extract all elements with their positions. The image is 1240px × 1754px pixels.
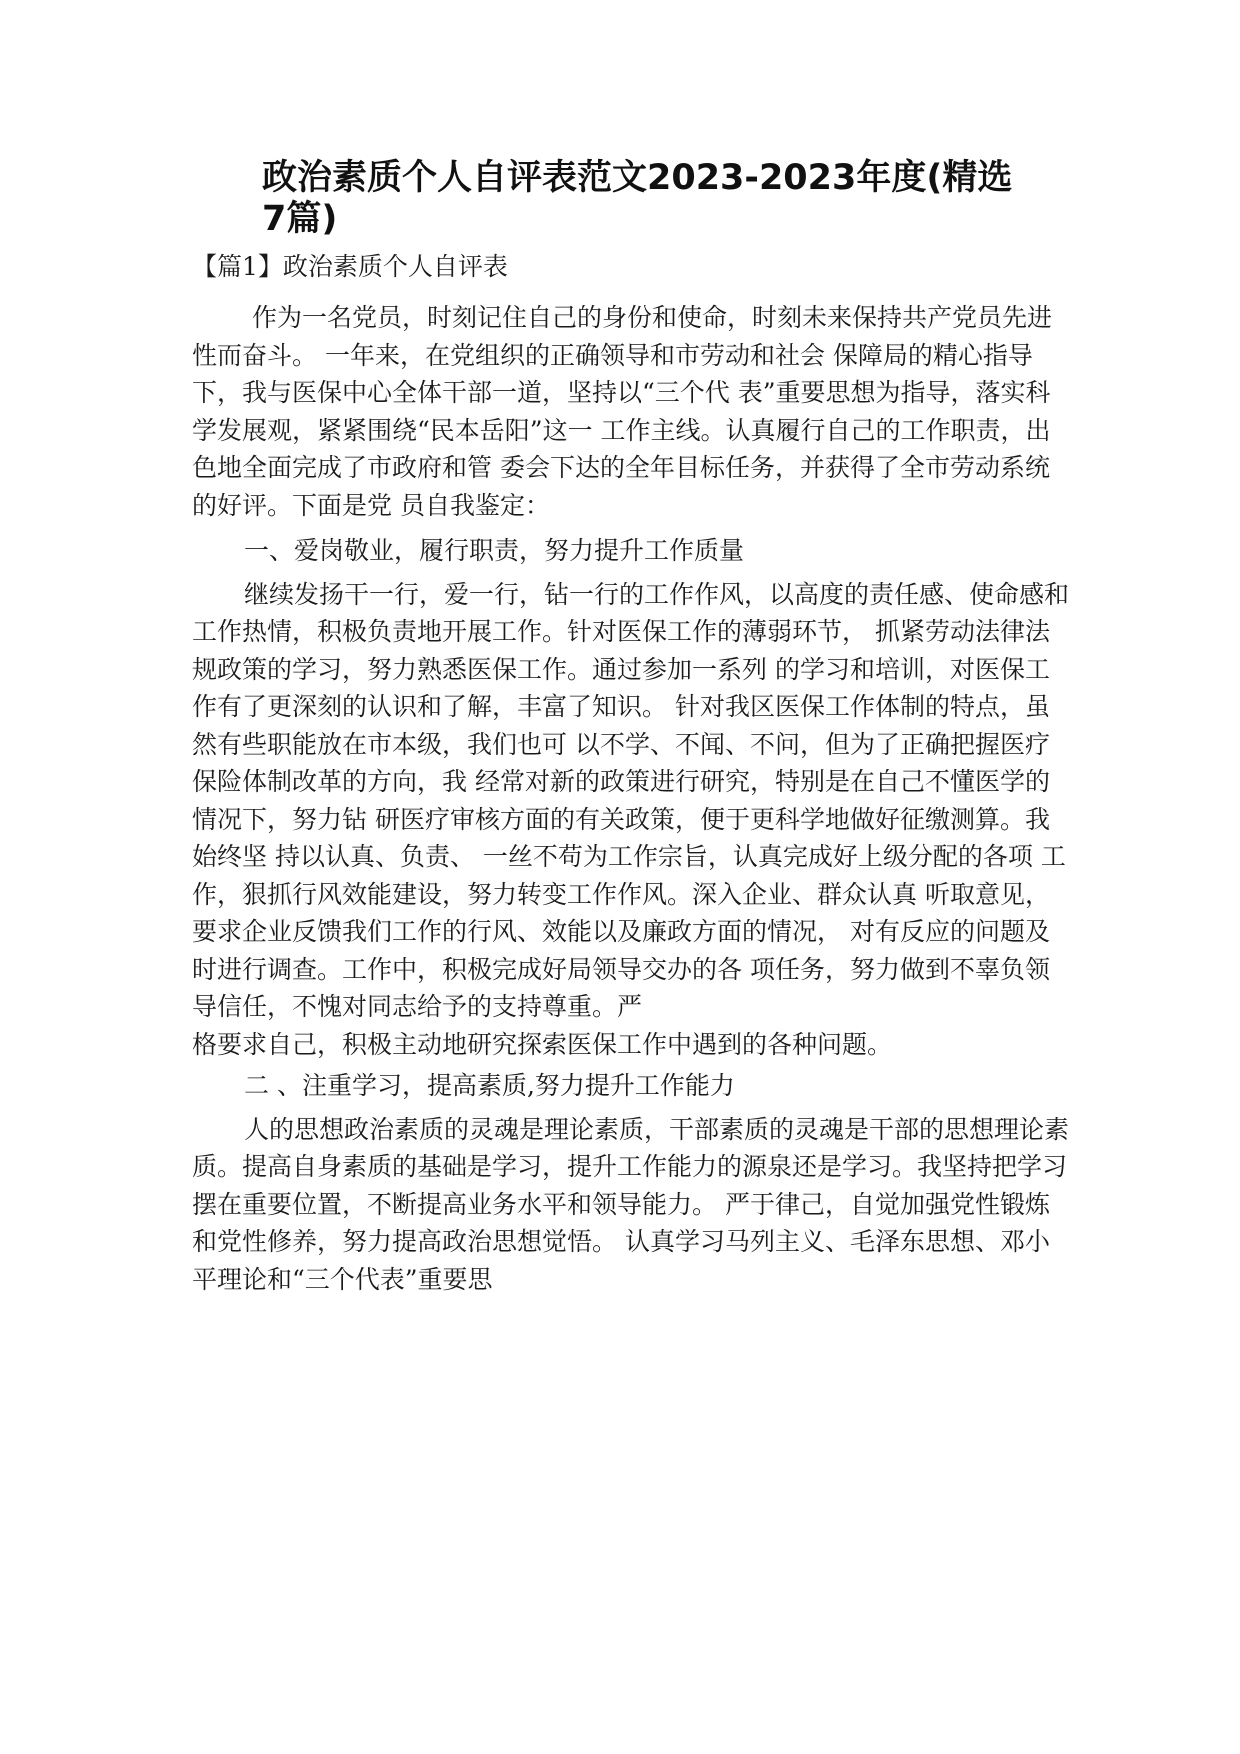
document-title: 政治素质个人自评表范文2023-2023年度(精选7篇) xyxy=(262,158,1013,239)
subheading-1: 一、爱岗敬业，履行职责，努力提升工作质量 xyxy=(244,536,745,565)
document-body xyxy=(192,250,1072,1298)
paragraph-duty: 继续发扬干一行，爱一行，钻一行的工作作风，以高度的责任感、使命感和工作热情，积极负责地开展工作。针对医保工作的薄弱环节， 抓紧劳动法律法规政策的学习，努力熟悉医保工作。通过参加一系列 的学习和培训，对医保工作有了更深刻的认识和了解，丰富了知识。 针对我区医保工作体制的特点，虽然有些职能放在市本级，我们也可 以不学、不闻、不问，但为了正确把握医疗保险体制改革的方向，我 经常对新的政策进行研究，特别是在自己不懂医学的情况下，努力钻 研医疗审核方面的有关政策，便于更科学地做好征缴测算。我始终坚 持以认真、负责、 一丝不苟为工作宗旨，认真完成好上级分配的各项 工作，狠抓行风效能建设，努力转变工作作风。深入企业、群众认真 听取意见，要求企业反馈我们工作的行风、效能以及廉政方面的情况， 对有反应的问题及时进行调查。工作中，积极完成好局领导交办的各 项任务，努力做到不辜负领导信任，不愧对同志给予的支持尊重。严 xyxy=(192,579,1070,1021)
section-heading: 【篇1】政治素质个人自评表 xyxy=(192,252,508,281)
paragraph-duty-continued: 格要求自己，积极主动地研究探索医保工作中遇到的各种问题。 xyxy=(192,1029,893,1059)
paragraph-study: 人的思想政治素质的灵魂是理论素质，干部素质的灵魂是干部的思想理论素质。提高自身素质的基础是学习，提升工作能力的源泉还是学习。我坚持把学习摆在重要位置，不断提高业务水平和领导能力。 严于律己，自觉加强党性锻炼和党性修养，努力提高政治思想觉悟。 认真学习马列主义、毛泽东思想、邓小平理论和“三个代表”重要思 xyxy=(192,1114,1070,1294)
subheading-2: 二 、注重学习，提高素质,努力提升工作能力 xyxy=(244,1071,735,1100)
paragraph-intro: 作为一名党员，时刻记住自己的身份和使命，时刻未来保持共产党员先进性而奋斗。 一年来，在党组织的正确领导和市劳动和社会 保障局的精心指导下，我与医保中心全体干部一道，坚持以“三个代 表”重要思想为指导，落实科学发展观，紧紧围绕“民本岳阳”这一 工作主线。认真履行自己的工作职责，出色地全面完成了市政府和管 委会下达的全年目标任务，并获得了全市劳动系统的好评。下面是党 员自我鉴定： xyxy=(192,303,1053,520)
